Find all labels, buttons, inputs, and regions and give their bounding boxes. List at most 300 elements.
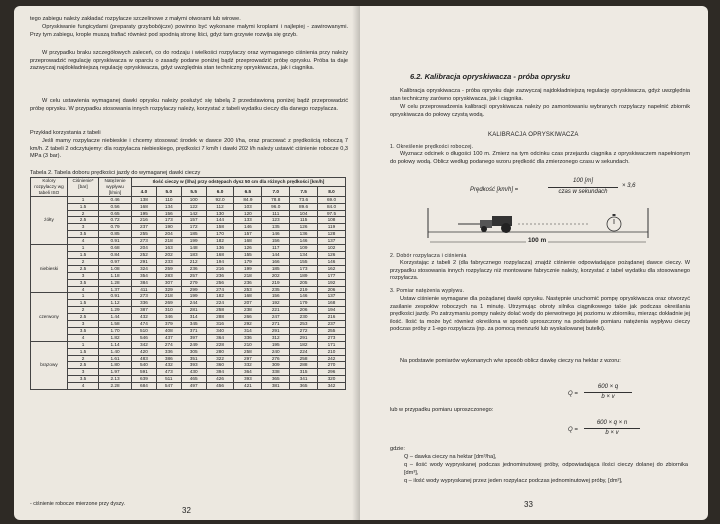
table-cell: 364 [206,334,234,341]
table-cell: 108 [318,217,346,224]
formula3-denominator: b × v [605,430,619,436]
table-cell: 238 [234,307,262,314]
table-cell: 255 [318,327,346,334]
table-cell: 345 [181,321,206,328]
table-cell: 256 [206,279,234,286]
table-cell: 1.5 [68,251,99,258]
table-cell: 194 [206,258,234,265]
table-cell: 236 [206,272,234,279]
table-cell: 320 [318,376,346,383]
table-cell: 157 [234,231,262,238]
table-cell: 315 [290,369,318,376]
table-cell: 199 [181,293,206,300]
table-cell: 3 [68,369,99,376]
table-cell: 273 [132,238,157,245]
table-cell: 364 [234,369,262,376]
table-cell: 138 [132,196,157,203]
table-cell: 0.85 [99,231,132,238]
table-cell: 117 [262,245,290,252]
table-cell: 109 [290,245,318,252]
header-speeds-title: Ilość cieczy w (l/ha) przy odstępach dysz 50 cm dla różnych prędkości [km/h] [132,178,346,187]
table-cell: 365 [290,383,318,390]
nozzle-color-cell: żółty [31,196,68,244]
table-cell: 173 [290,265,318,272]
table-row [31,300,346,307]
table-cell: 195 [132,210,157,217]
table-cell: 1.82 [99,334,132,341]
table-cell: 0.46 [99,196,132,203]
table-cell: 240 [262,348,290,355]
table-caption: Tabela 2. Tabela doboru prędkości jazdy do wymaganej dawki cieczy [30,170,201,176]
table-cell: 155 [290,258,318,265]
table-cell: 73.6 [290,196,318,203]
table-cell: 3.5 [68,327,99,334]
table-row [31,251,346,258]
table-cell: 204 [156,231,181,238]
table-cell: 2.5 [68,362,99,369]
step3-text: Ustaw ciśnienie wymagane dla pożądanej dawki oprysku. Następnie uruchomić pompę opryskiwacza oraz otworzyć zasilanie zespołów roboczych na 1 minutę. Utrzymując obroty silnika ciągnikowego takie jak podczas określania prędkości jazdy. Po zatrzymaniu pompy należy dolać wody do pierwotnego jej poziomu w zbiorniku, mierząc dokładnie jej ilość. Ilość ta może być również określona w sposób uproszczony na podstawie pomiaru natężenia wypływu cieczy podczas próby z 1-ego rozpylacza (np. za pomocą menzurki lub wyskalowanej butelki). [390,296,690,333]
table-cell: 639 [132,376,157,383]
table-cell: 397 [181,334,206,341]
table-cell: 1.12 [99,300,132,307]
table-cell: 1.08 [99,265,132,272]
table-row [31,217,346,224]
table-row [31,258,346,265]
table-row [31,238,346,245]
table-cell: 437 [156,334,181,341]
table-row [31,376,346,383]
step3-title: 3. Pomiar natężenia wypływu. [390,288,465,294]
table-cell: 4 [68,383,99,390]
table-cell: 182 [206,293,234,300]
page-number-right: 33 [524,500,533,509]
table-cell: 182 [290,341,318,348]
table-row [31,279,346,286]
table-cell: 381 [262,383,290,390]
table-cell: 146 [234,224,262,231]
table-cell: 3.5 [68,376,99,383]
table-cell: 218 [234,272,262,279]
table-cell: 365 [262,376,290,383]
table-cell: 103 [234,203,262,210]
table-cell: 210 [234,341,262,348]
table-cell: 1.58 [99,321,132,328]
table-row [31,341,346,348]
table-cell: 259 [156,265,181,272]
table-cell: 2.5 [68,314,99,321]
table-cell: 338 [262,369,290,376]
table-cell: 224 [206,300,234,307]
table-cell: 0.84 [99,251,132,258]
formula1-multiplier: × 3,6 [622,183,636,189]
table-cell: 228 [206,341,234,348]
table-cell: 199 [234,265,262,272]
table-cell: 1.40 [99,348,132,355]
table-cell: 292 [234,321,262,328]
speed-table [30,177,346,390]
table-cell: 274 [156,341,181,348]
table-cell: 136 [290,231,318,238]
table-cell: 421 [234,383,262,390]
table-cell: 309 [262,362,290,369]
table-cell: 146 [318,258,346,265]
table-cell: 233 [156,258,181,265]
table-row [31,314,346,321]
table-row [31,383,346,390]
table-row [31,231,346,238]
left-page [14,6,360,520]
table-cell: 194 [318,307,346,314]
table-cell: 546 [132,334,157,341]
table-cell: 190 [156,224,181,231]
table-cell: 269 [156,300,181,307]
table-cell: 112 [206,203,234,210]
table-cell: 1.29 [99,307,132,314]
table-cell: 122 [181,203,206,210]
table-cell: 4 [68,334,99,341]
table-cell: 430 [181,369,206,376]
simplified-formula [568,420,658,442]
fraction-line [548,187,618,188]
table-cell: 133 [234,217,262,224]
step1-title: 1. Określenie prędkości roboczej. [390,144,474,150]
intro-paragraph: Kalibracja opryskiwacza - próba oprysku daje zazwyczaj najdokładniejszą regulację opryskiwacza, gdyż uwzględnia stan techniczny zarówno opryskiwacza, jak i ciągnika. [390,88,690,102]
table-cell: 384 [132,279,157,286]
table-cell: 291 [290,334,318,341]
table-cell: 2.5 [68,265,99,272]
table-cell: 346 [156,314,181,321]
table-cell: 288 [290,362,318,369]
table-row [31,355,346,362]
table-cell: 144 [262,251,290,258]
table-cell: 336 [234,334,262,341]
table-cell: 1.28 [99,279,132,286]
right-page [360,6,708,520]
paragraph-2: Opryskiwanie fungicydami (preparaty grzybobójcze) powinno być wykonane małymi kroplami i najlepiej - zawirowanymi. Przy tym zabiegu, krople muszą trafiać również pod spodnią stronę liści, gdyż tam grzywie rozwija się grzyb. [30,24,348,38]
table-cell: 276 [262,355,290,362]
table-cell: 168 [318,300,346,307]
table-cell: 258 [290,355,318,362]
table-cell: 4 [68,286,99,293]
table-cell: 291 [262,327,290,334]
table-row [31,293,346,300]
nozzle-color-cell: brązowy [31,341,68,389]
table-cell: 156 [262,238,290,245]
table-cell: 274 [206,286,234,293]
formula3-left: Q = [568,427,578,433]
table-cell: 120 [234,210,262,217]
paragraph-3: W przypadku braku szczegółowych zaleceń, co do rodzaju i wielkości rozpylaczy oraz wymaganego ciśnienia przy należy przeprowadzić regulację opryskiwacza w oparciu o zasady podane poniżej bądź przeprowadzić próbę oprysku. Próba ta daje zazwyczaj najdokładniejszą regulację opryskiwacza, gdyż uwzględnia stan techniczny opryskiwacza, jak i ciągnika. [30,50,348,72]
speed-header-cell: 7.5 [290,187,318,196]
table-cell: 279 [181,279,206,286]
header-pressure: Ciśnienie* [bar] [68,178,99,197]
table-cell: 540 [132,362,157,369]
table-cell: 135 [262,224,290,231]
table-cell: 166 [262,258,290,265]
table-cell: 189 [290,272,318,279]
table-cell: 0.68 [99,245,132,252]
paragraph-1: tego zabiegu należy zakładać rozpylacze szczelinowe z małymi otworami lub wirowe. [30,16,241,22]
nozzle-color-cell: niebieski [31,245,68,293]
formula2-denominator: b × v [601,394,615,400]
table-cell: 257 [181,272,206,279]
table-cell: 411 [132,286,157,293]
table-cell: 510 [132,327,157,334]
table-cell: 465 [181,376,206,383]
table-cell: 2.13 [99,376,132,383]
table-cell: 218 [156,293,181,300]
tractor-icon [458,216,512,233]
table-cell: 1.5 [68,300,99,307]
table-cell: 185 [181,231,206,238]
table-cell: 206 [318,286,346,293]
table-cell: 266 [234,314,262,321]
table-cell: 1 [68,245,99,252]
formula1-left: Prędkość [km/h] = [470,187,519,193]
table-cell: 2 [68,355,99,362]
table-cell: 2.28 [99,383,132,390]
table-cell: 0.91 [99,238,132,245]
table-cell: 236 [181,265,206,272]
table-row [31,327,346,334]
footnote: - ciśnienie robocze mierzone przy dyszy. [30,501,125,507]
table-cell: 2.5 [68,217,99,224]
table-cell: 171 [318,341,346,348]
table-cell: 1.97 [99,369,132,376]
distance-label: 100 m [528,237,547,244]
table-row [31,307,346,314]
table-cell: 204 [132,245,157,252]
table-cell: 170 [206,231,234,238]
table-cell: 148 [181,245,206,252]
table-cell: 0.91 [99,293,132,300]
table-cell: 177 [318,272,346,279]
table-cell: 322 [206,355,234,362]
table-cell: 210 [318,348,346,355]
speed-header-cell: 8.0 [318,187,346,196]
table-cell: 163 [156,245,181,252]
simplified-text: lub w przypadku pomiaru uproszczonego: [390,407,494,413]
definition-3: q – ilość wody wypryskanej przez jeden rozpylacz podczas jednominutowej próby, [dm³], [404,478,623,484]
table-cell: 456 [206,383,234,390]
table-cell: 379 [156,321,181,328]
table-cell: 1.70 [99,327,132,334]
table-cell: 144 [206,217,234,224]
table-cell: 146 [262,231,290,238]
header-flow: Natężenie wypływu [l/min] [99,178,132,197]
table-cell: 299 [181,286,206,293]
table-cell: 218 [156,238,181,245]
table-cell: 371 [181,327,206,334]
table-cell: 483 [132,355,157,362]
table-cell: 1.44 [99,314,132,321]
table-cell: 253 [234,286,262,293]
table-cell: 183 [181,251,206,258]
table-cell: 69.0 [318,196,346,203]
table-cell: 336 [132,300,157,307]
formula2-line [584,392,632,393]
where-label: gdzie: [390,446,405,452]
table-cell: 162 [318,265,346,272]
table-cell: 312 [262,334,290,341]
step3-text-2: Na podstawie pomiarów wykonanych w/w sposób oblicz dawkę cieczy na hektar z wzoru: [400,358,621,364]
table-cell: 2 [68,307,99,314]
table-cell: 100 [181,196,206,203]
table-cell: 342 [318,383,346,390]
step1-text: Wyznacz odcinek o długości 100 m. Zmierz na tym odcinku czas przejazdu ciągnika z opryskiwaczem napełnionym do połowy wodą. Oblicz według podanego wzoru prędkość dla zmierzonego czasu w sekundach. [390,151,690,165]
table-row [31,348,346,355]
stopwatch-icon [607,214,621,231]
table-cell: 258 [206,307,234,314]
speed-header-cell: 6.5 [234,187,262,196]
step2-text: Korzystając z tabeli 2 (dla fabrycznego rozpylacza) znajdź ciśnienie odpowiadające pożądanej dawce cieczy. W przypadku stosowania innych rozpylaczy niż montowane fabrycznie należy, korzystać z tabel wydatku dla stosowanego rozpylacza. [390,260,690,282]
table-cell: 142 [181,210,206,217]
table-cell: 1 [68,196,99,203]
table-row [31,196,346,203]
table-row [31,362,346,369]
table-cell: 137 [318,238,346,245]
table-cell: 130 [206,210,234,217]
table-cell: 3 [68,321,99,328]
table-row [31,224,346,231]
page-number-left: 32 [182,506,191,515]
table-row [31,286,346,293]
table-cell: 0.79 [99,224,132,231]
definition-1: Q – dawka cieczy na hektar [dm³/ha], [404,454,497,460]
table-cell: 168 [234,238,262,245]
table-cell: 179 [234,258,262,265]
section-title: 6.2. Kalibracja opryskiwacza - próba oprysku [410,72,571,81]
formula1-denominator: czas w sekundach [558,189,608,195]
table-cell: 237 [132,224,157,231]
formula1-numerator: 100 [m] [572,178,593,184]
table-cell: 273 [132,293,157,300]
table-cell: 386 [156,355,181,362]
table-cell: 192 [318,279,346,286]
table-cell: 316 [206,321,234,328]
table-cell: 270 [318,362,346,369]
formula3-line [584,428,640,429]
table-row [31,334,346,341]
table-cell: 128 [318,231,346,238]
table-cell: 394 [206,369,234,376]
table-cell: 155 [234,251,262,258]
table-cell: 296 [318,369,346,376]
table-cell: 2 [68,258,99,265]
table-cell: 426 [206,376,234,383]
table-cell: 314 [181,314,206,321]
table-cell: 219 [262,279,290,286]
table-cell: 393 [234,376,262,383]
table-cell: 3 [68,272,99,279]
formula2-left: Q = [568,391,578,397]
table-cell: 146 [290,238,318,245]
table-cell: 104 [290,210,318,217]
table-cell: 136 [206,245,234,252]
table-cell: 1.5 [68,348,99,355]
table-cell: 253 [290,321,318,328]
table-cell: 324 [132,265,157,272]
table-cell: 271 [262,321,290,328]
table-cell: 207 [234,300,262,307]
table-cell: 1.37 [99,286,132,293]
table-cell: 216 [206,265,234,272]
table-cell: 123 [262,217,290,224]
table-cell: 205 [290,279,318,286]
table-cell: 221 [262,307,290,314]
intro-paragraph-2: W celu przeprowadzenia kalibracji opryskiwacza należy po zamontowaniu wybranych rozpylaczy napełnić zbiornik opryskiwacza do połowy czystą wodą. [390,104,690,118]
table-cell: 336 [156,348,181,355]
table-row [31,245,346,252]
table-cell: 192 [262,300,290,307]
table-cell: 247 [262,314,290,321]
table-cell: 332 [234,362,262,369]
table-cell: 0.65 [99,210,132,217]
table-cell: 249 [181,341,206,348]
table-cell: 242 [318,355,346,362]
table-cell: 497 [181,383,206,390]
example-text: Jeśli mamy rozpylacze niebieskie i chcemy stosować środek w dawce 200 l/ha, oraz pracować z prędkością roboczą 7 km/h. Z tabeli 2 odczytujemy: dla rozpylacza niebieskiego, prędkości 7 km/h i dawki 202 l/h należy ustawić ciśnienie robocze 0,3 MPa (3 bar). [30,138,348,160]
table-cell: 684 [132,383,157,390]
table-cell: 126 [318,251,346,258]
table-cell: 305 [181,348,206,355]
speed-header-cell: 7.0 [262,187,290,196]
example-title: Przykład korzystania z tabeli [30,130,101,136]
table-cell: 288 [206,314,234,321]
table-row [31,369,346,376]
table-cell: 0.97 [99,258,132,265]
table-cell: 341 [290,376,318,383]
table-cell: 179 [290,300,318,307]
dose-formula [568,384,648,406]
table-cell: 3.5 [68,279,99,286]
speed-header-cell: 5.0 [156,187,181,196]
table-cell: 199 [181,238,206,245]
table-cell: 420 [132,348,157,355]
table-cell: 212 [181,258,206,265]
table-cell: 134 [156,203,181,210]
table-cell: 89.6 [290,203,318,210]
table-cell: 1.61 [99,355,132,362]
definition-2: q – ilość wody wypryskanej podczas jednominutowej próby, odpowiadająca ilości cieczy dolanej do zbiornika [dm³], [404,462,688,476]
table-cell: 280 [206,348,234,355]
table-cell: 168 [132,203,157,210]
table-cell: 230 [290,314,318,321]
formula2-numerator: 600 × q [597,384,619,390]
speed-formula [470,178,690,206]
table-cell: 172 [181,224,206,231]
table-cell: 1.5 [68,203,99,210]
table-cell: 173 [156,217,181,224]
table-cell: 255 [132,231,157,238]
table-cell: 126 [234,245,262,252]
table-cell: 329 [156,286,181,293]
table-cell: 310 [156,307,181,314]
table-cell: 0.72 [99,217,132,224]
table-cell: 307 [156,279,181,286]
table-cell: 237 [318,321,346,328]
table-cell: 84.9 [234,196,262,203]
table-cell: 216 [132,217,157,224]
table-cell: 96.0 [262,203,290,210]
table-cell: 157 [181,217,206,224]
table-cell: 281 [181,307,206,314]
table-cell: 432 [156,362,181,369]
table-cell: 110 [156,196,181,203]
table-cell: 591 [132,369,157,376]
table-cell: 195 [262,341,290,348]
table-cell: 1.14 [99,341,132,348]
